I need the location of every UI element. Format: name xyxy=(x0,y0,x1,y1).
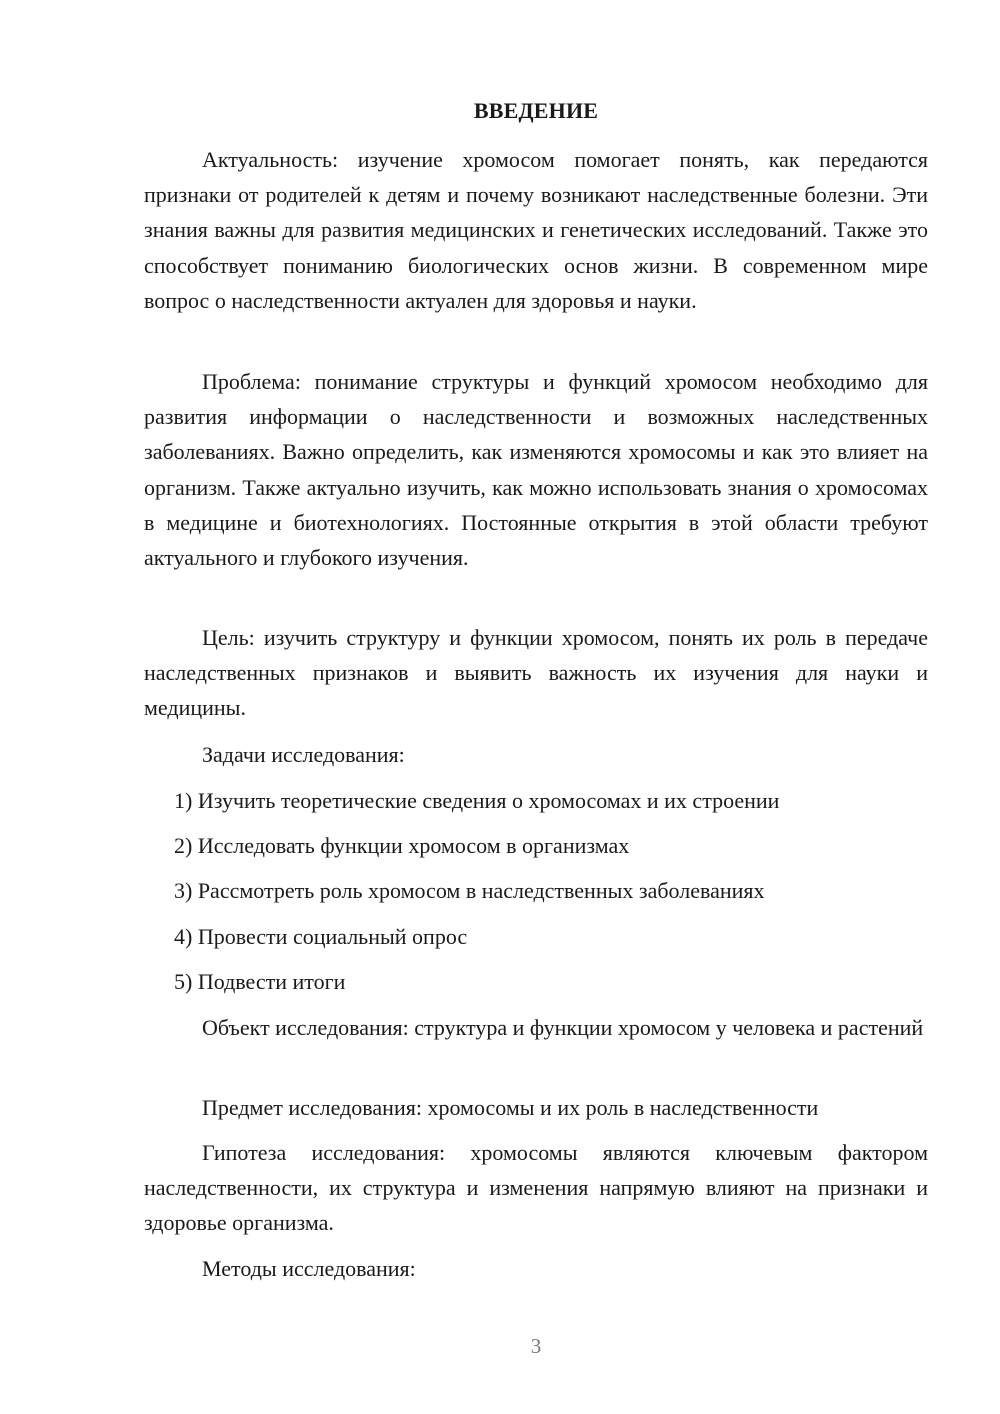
goal-paragraph: Цель: изучить структуру и функции хромосом, понять их роль в передаче наследственных признаков и выявить важность их изучения для науки и медицины. xyxy=(144,625,928,721)
subject-paragraph: Предмет исследования: хромосомы и их роль в наследственности xyxy=(202,1095,819,1120)
task-item: 2) Исследовать функции хромосом в организмах xyxy=(174,833,630,858)
task-item: 1) Изучить теоретические сведения о хромосомах и их строении xyxy=(174,788,780,813)
object-paragraph: Объект исследования: структура и функции хромосом у человека и растений xyxy=(202,1015,924,1040)
relevance-paragraph: Актуальность: изучение хромосом помогает понять, как передаются признаки от родителей к детям и почему возникают наследственные болезни. Эти знания важны для развития медицинских и генетических исследований. Также это способствует пониманию биологических основ жизни. В современном мире вопрос о наследственности актуален для здоровья и науки. xyxy=(144,147,928,313)
page-number: 3 xyxy=(530,1334,542,1358)
task-item: 3) Рассмотреть роль хромосом в наследственных заболеваниях xyxy=(174,878,765,903)
task-item: 5) Подвести итоги xyxy=(174,969,346,994)
tasks-heading: Задачи исследования: xyxy=(202,742,405,767)
problem-paragraph: Проблема: понимание структуры и функций хромосом необходимо для развития информации о наследственности и возможных наследственных заболеваниях. Важно определить, как изменяются хромосомы и как это влияет на организм. Также актуально изучить, как можно использовать знания о хромосомах в медицине и биотехнологиях. Постоянные открытия в этой области требуют актуального и глубокого изучения. xyxy=(144,369,928,571)
section-title: ВВЕДЕНИЕ xyxy=(473,98,599,123)
methods-heading: Методы исследования: xyxy=(202,1256,416,1281)
task-item: 4) Провести социальный опрос xyxy=(174,924,468,949)
hypothesis-paragraph: Гипотеза исследования: хромосомы являются ключевым фактором наследственности, их структура и изменения напрямую влияют на признаки и здоровье организма. xyxy=(144,1140,928,1236)
